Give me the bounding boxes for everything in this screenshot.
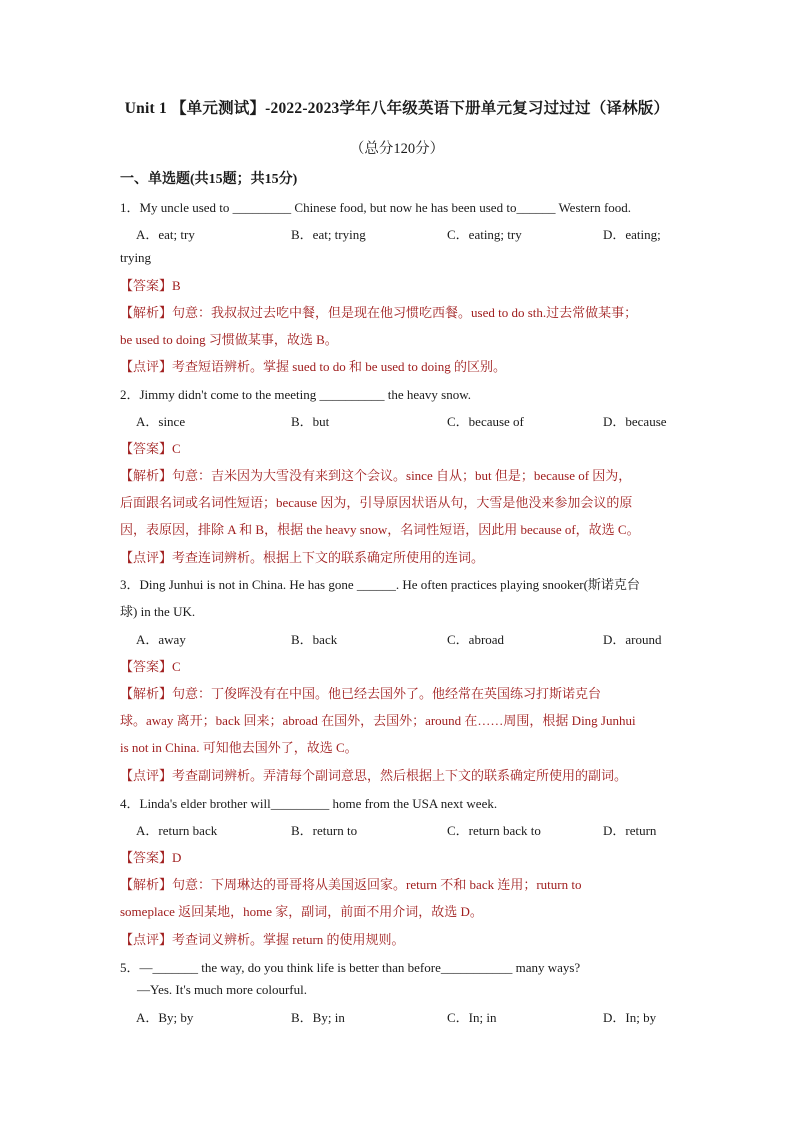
question-5-stem: 5．—_______ the way, do you think life is better than before___________ many ways?: [120, 960, 581, 975]
option-a: A．away: [136, 632, 186, 647]
explanation-text: 句意：丁俊晖没有在中国。他已经去国外了。他经常在英国练习打斯诺克台: [172, 686, 602, 701]
comment-text: 考查词义辨析。掌握 return 的使用规则。: [172, 932, 405, 947]
comment-1: [120, 356, 506, 375]
explanation-3: [120, 683, 601, 702]
total-score: （总分120分）: [349, 141, 445, 157]
option-c: C．abroad: [447, 632, 505, 647]
explanation-text: 句意：我叔叔过去吃中餐，但是现在他习惯吃西餐。used to do sth.过去常做某事；: [172, 305, 638, 320]
comment-tag: 【点评】: [120, 768, 173, 783]
comment-2: [120, 547, 484, 566]
option-d-wrap: trying: [120, 250, 152, 265]
explanation-4-cont: someplace 返回某地，home 家，副词，前面不用介词，故选 D。: [120, 904, 483, 919]
answer-value: C: [172, 659, 181, 674]
option-d: D．In; by: [603, 1010, 657, 1025]
question-2-stem: 2．Jimmy didn't come to the meeting __________ the heavy snow.: [120, 387, 472, 402]
comment-text: 考查副词辨析。弄清每个副词意思，然后根据上下文的联系确定所使用的副词。: [172, 768, 628, 783]
question-3-stem-cont: 球) in the UK.: [120, 604, 196, 619]
comment-tag: 【点评】: [120, 359, 173, 374]
explanation-tag: 【解析】: [120, 468, 173, 483]
option-c: C．return back to: [447, 823, 541, 838]
option-a: A．By; by: [136, 1010, 194, 1025]
answer-tag: 【答案】: [120, 278, 173, 293]
explanation-1: [120, 302, 637, 321]
comment-4: [120, 929, 405, 948]
explanation-text: 句意：下周琳达的哥哥将从美国返回家。return 不和 back 连用；ruturn to: [172, 877, 582, 892]
option-d: D．around: [603, 632, 662, 647]
explanation-2-cont-2: 因，表原因，排除 A 和 B，根据 the heavy snow，名词性短语，因此用 because of，故选 C。: [120, 522, 640, 537]
explanation-tag: 【解析】: [120, 305, 173, 320]
option-a: A．eat; try: [136, 227, 195, 242]
comment-text: 考查连词辨析。根据上下文的联系确定所使用的连词。: [172, 550, 485, 565]
explanation-4: [120, 874, 581, 893]
answer-tag: 【答案】: [120, 659, 173, 674]
question-1-stem: 1．My uncle used to _________ Chinese food, but now he has been used to______ Western food.: [120, 200, 632, 215]
question-4-options: [136, 820, 676, 840]
answer-4: [120, 847, 181, 866]
answer-value: B: [172, 278, 181, 293]
option-a: A．since: [136, 414, 186, 429]
option-b: B．back: [291, 632, 338, 647]
option-b: B．By; in: [291, 1010, 345, 1025]
comment-3: [120, 765, 627, 784]
question-5-stem-cont: —Yes. It's much more colourful.: [137, 982, 308, 997]
answer-3: [120, 656, 181, 675]
option-c: C．In; in: [447, 1010, 497, 1025]
explanation-1-cont: be used to doing 习惯做某事，故选 B。: [120, 332, 338, 347]
question-2-options: [136, 411, 676, 431]
document-title: Unit 1 【单元测试】-2022-2023学年八年级英语下册单元复习过过过（译林版）: [124, 100, 670, 117]
option-d: D．return: [603, 823, 657, 838]
explanation-tag: 【解析】: [120, 877, 173, 892]
explanation-tag: 【解析】: [120, 686, 173, 701]
answer-1: [120, 275, 181, 294]
answer-2: [120, 438, 181, 457]
option-b: B．but: [291, 414, 330, 429]
answer-value: C: [172, 441, 181, 456]
answer-tag: 【答案】: [120, 441, 173, 456]
question-3-options: [136, 629, 676, 649]
option-c: C．eating; try: [447, 227, 522, 242]
explanation-2-cont-1: 后面跟名词或名词性短语；because 因为，引导原因状语从句，大雪是他没来参加会议的原: [120, 495, 633, 510]
question-4-stem: 4．Linda's elder brother will_________ home from the USA next week.: [120, 796, 498, 811]
explanation-3-cont-1: 球。away 离开；back 回来；abroad 在国外，去国外；around 在……周围，根据 Ding Junhui: [120, 713, 636, 728]
option-d: D．eating;: [603, 227, 661, 242]
comment-tag: 【点评】: [120, 550, 173, 565]
comment-text: 考查短语辨析。掌握 sued to do 和 be used to doing 的区别。: [172, 359, 507, 374]
explanation-text: 句意：吉米因为大雪没有来到这个会议。since 自从；but 但是；because of 因为，: [172, 468, 632, 483]
answer-value: D: [172, 850, 182, 865]
question-3-stem: 3．Ding Junhui is not in China. He has gone ______. He often practices playing snooker(斯诺克台: [120, 577, 640, 592]
option-b: B．return to: [291, 823, 358, 838]
answer-tag: 【答案】: [120, 850, 173, 865]
option-a: A．return back: [136, 823, 218, 838]
question-5-options: [136, 1007, 676, 1027]
option-b: B．eat; trying: [291, 227, 366, 242]
explanation-2: [120, 465, 631, 484]
option-d: D．because: [603, 414, 667, 429]
section-heading: 一、单选题(共15题；共15分): [120, 172, 298, 187]
option-c: C．because of: [447, 414, 524, 429]
comment-tag: 【点评】: [120, 932, 173, 947]
explanation-3-cont-2: is not in China. 可知他去国外了，故选 C。: [120, 740, 358, 755]
question-1-options: [136, 224, 676, 244]
